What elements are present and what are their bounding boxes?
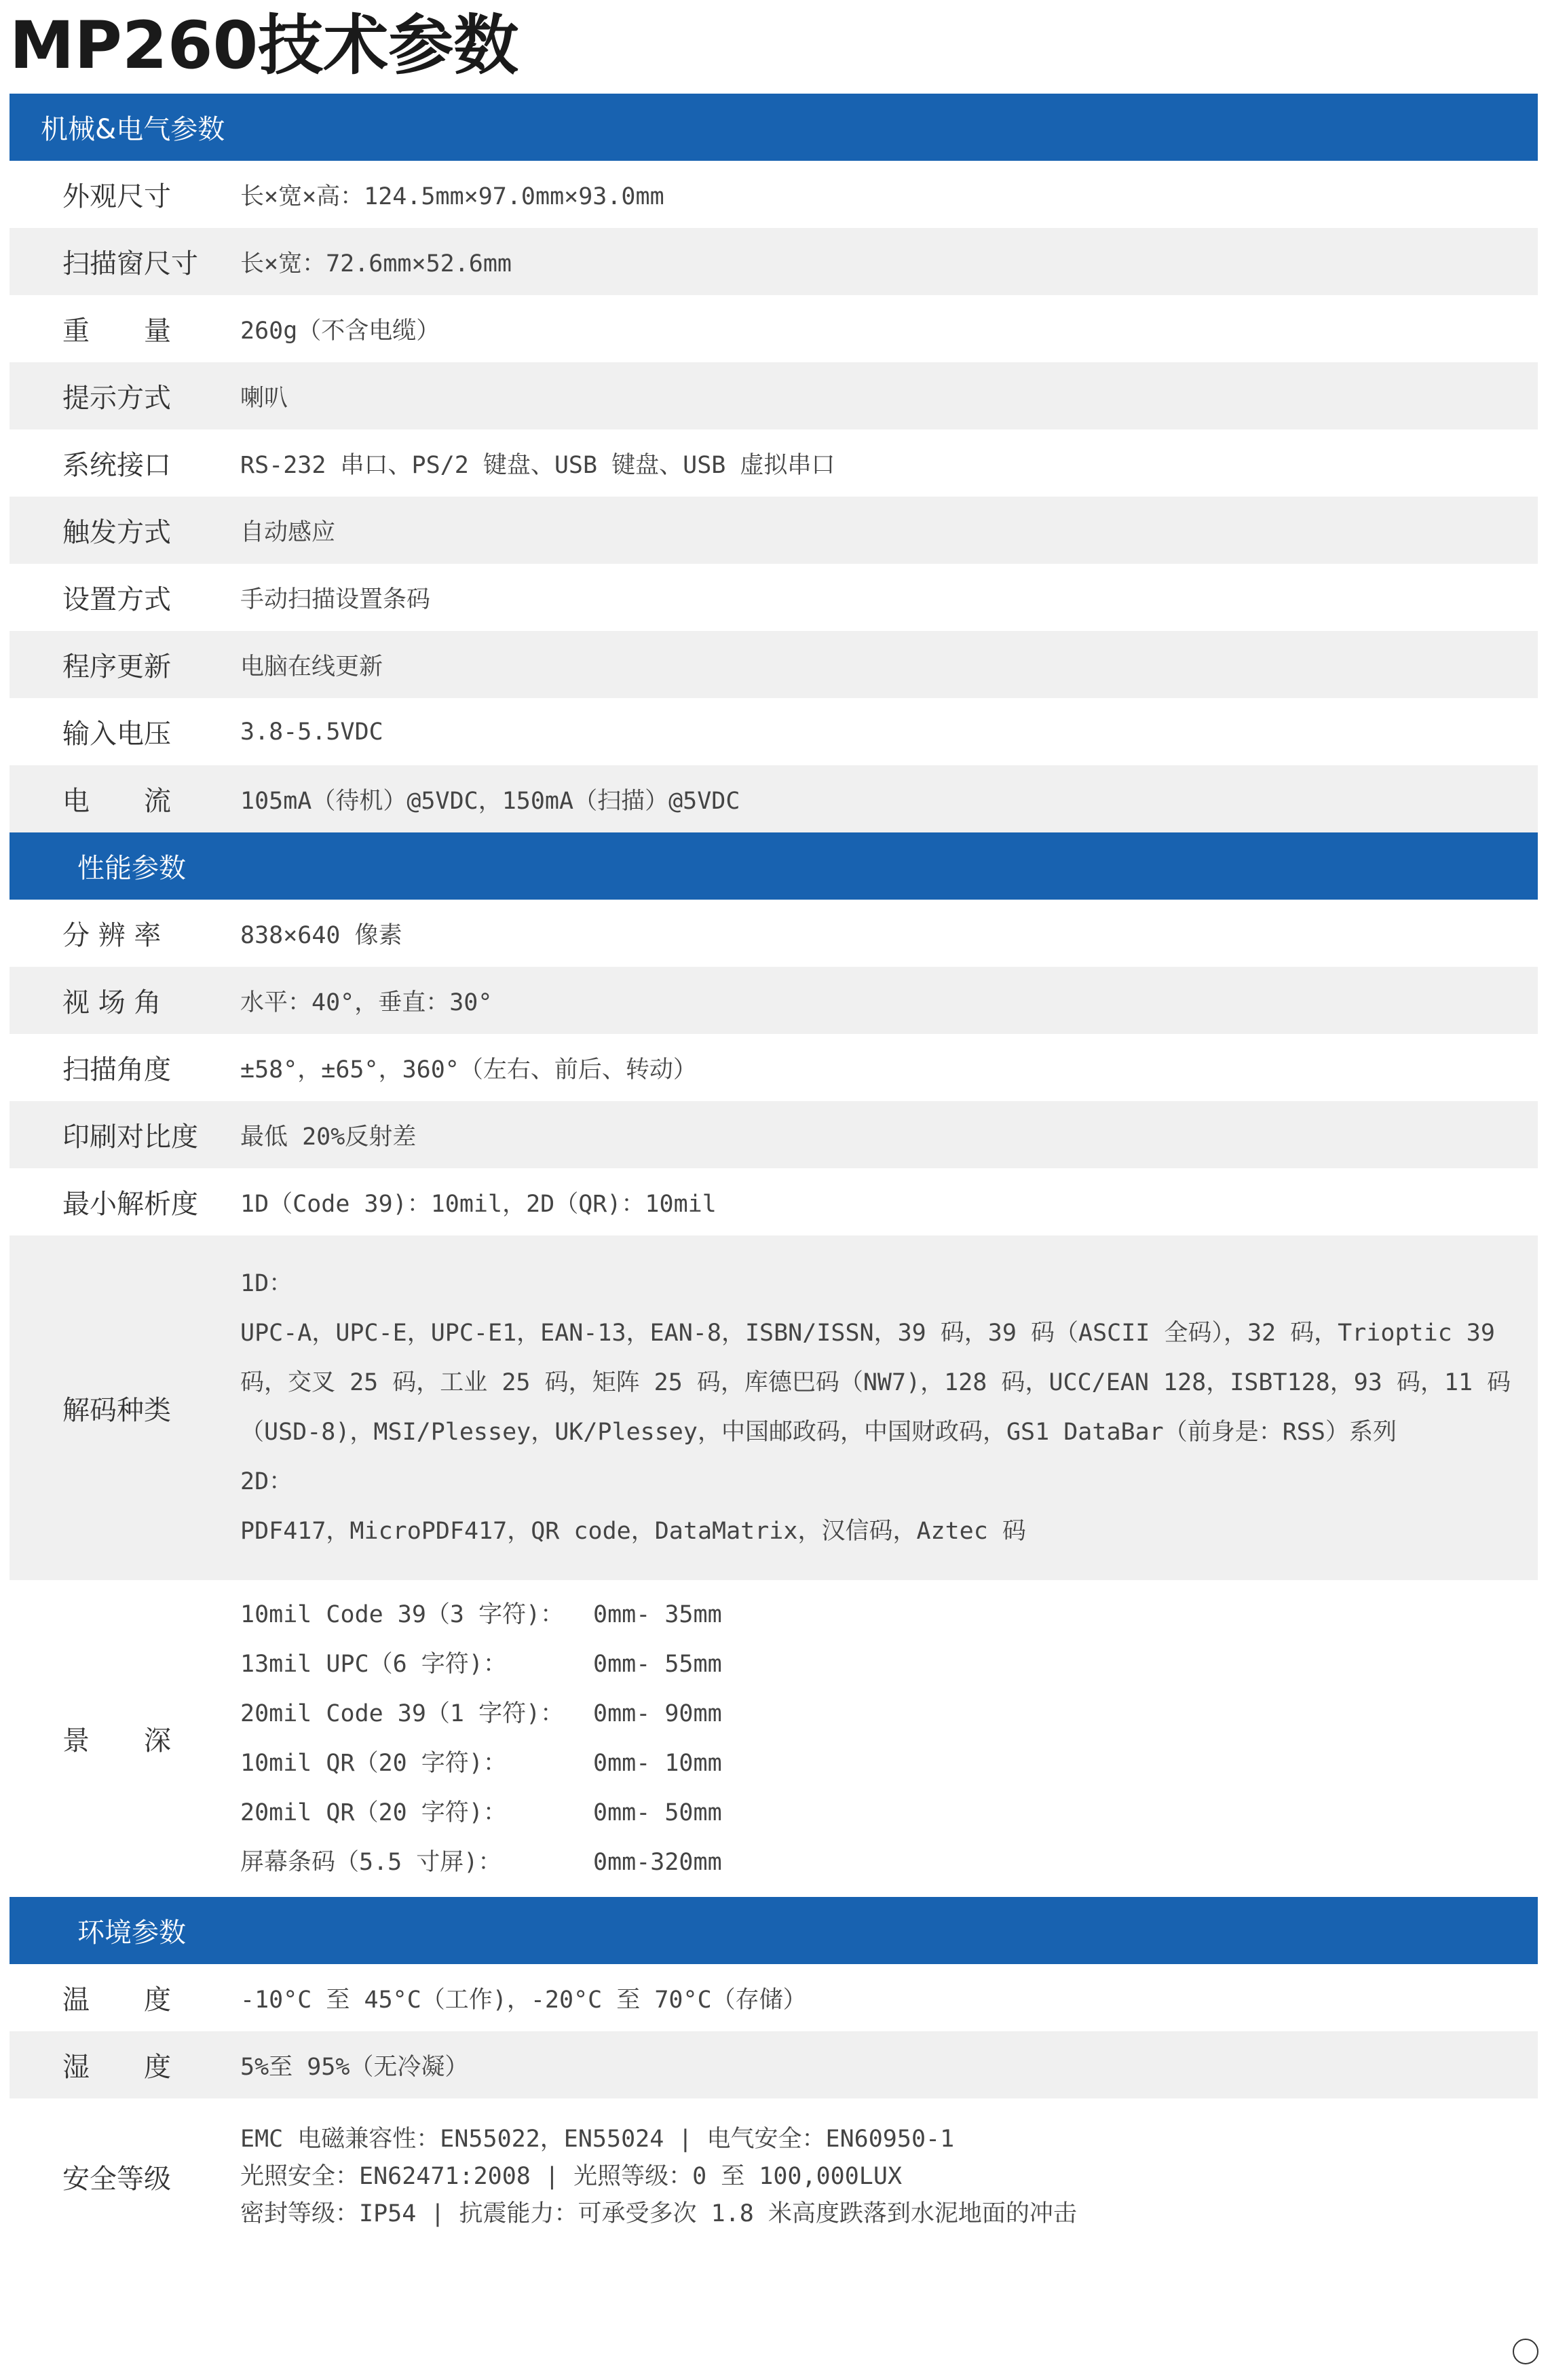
table-row <box>10 2031 1538 2098</box>
row-label: 扫描窗尺寸 <box>62 248 198 280</box>
row-label: 触发方式 <box>62 517 171 548</box>
row-label: 分 辨 率 <box>62 920 162 951</box>
row-value: 手动扫描设置条码 <box>240 586 431 613</box>
section-title: 性能参数 <box>77 853 186 884</box>
row-value: 喇叭 <box>240 384 288 412</box>
depth-item: 屏幕条码（5.5 寸屏)： <box>240 1848 502 1876</box>
row-value: 自动感应 <box>240 518 336 546</box>
depth-item: 13mil UPC（6 字符)： <box>240 1650 507 1678</box>
row-value: 长×宽：72.6mm×52.6mm <box>240 250 512 277</box>
table-row-safety <box>10 2098 1538 2254</box>
depth-line <box>240 1590 1528 1640</box>
row-value: RS-232 串口、PS/2 键盘、USB 键盘、USB 虚拟串口 <box>240 451 835 479</box>
table-row <box>10 765 1538 832</box>
spec-table <box>10 94 1538 2254</box>
row-label: 扫描角度 <box>62 1054 171 1086</box>
depth-item: 20mil Code 39（1 字符)： <box>240 1700 565 1727</box>
row-value: 长×宽×高：124.5mm×97.0mm×93.0mm <box>240 183 664 210</box>
section-header-environment <box>10 1897 1538 1964</box>
table-row <box>10 1101 1538 1168</box>
section-header-performance <box>10 832 1538 900</box>
row-value: 5%至 95%（无冷凝） <box>240 2053 469 2081</box>
depth-line <box>240 1689 1528 1739</box>
row-value: 最低 20%反射差 <box>240 1123 417 1151</box>
row-label: 系统接口 <box>62 450 171 481</box>
row-value: 3.8-5.5VDC <box>240 718 383 746</box>
row-label: 电 流 <box>62 786 171 817</box>
row-value: 1D（Code 39)：10mil，2D（QR)：10mil <box>240 1190 717 1218</box>
row-value <box>240 1590 1538 1887</box>
depth-range: 0mm- 50mm <box>593 1799 722 1826</box>
table-row <box>10 564 1538 631</box>
depth-item: 10mil Code 39（3 字符)： <box>240 1600 565 1628</box>
safety-line: 密封等级：IP54 | 抗震能力：可承受多次 1.8 米高度跌落到水泥地面的冲击 <box>240 2200 1077 2227</box>
table-row <box>10 362 1538 429</box>
row-label: 输入电压 <box>62 718 171 750</box>
decode-line: UPC-A，UPC-E，UPC-E1，EAN-13，EAN-8，ISBN/ISSN，39 码，39 码（ASCII 全码），32 码，Trioptic 39 码，交叉 25 码，工业 25 码，矩阵 25 码，库德巴码（NW7)，128 码，UCC/EAN 128，ISBT128，93 码，11 码（USD-8)，MSI/Plessey，UK/Plessey，中国邮政码，中国财政码，GS1 DataBar（前身是：RSS）系列 <box>240 1320 1511 1446</box>
section-title: 机械&电气参数 <box>41 114 225 145</box>
table-row-decode-types <box>10 1235 1538 1580</box>
row-value: 电脑在线更新 <box>240 653 383 680</box>
row-label: 外观尺寸 <box>62 181 171 212</box>
table-row <box>10 900 1538 967</box>
row-value: -10°C 至 45°C（工作)，-20°C 至 70°C（存储） <box>240 1986 807 2014</box>
row-label: 印刷对比度 <box>62 1121 198 1153</box>
table-row-depth-of-field <box>10 1580 1538 1897</box>
row-value: ±58°，±65°，360°（左右、前后、转动） <box>240 1056 697 1083</box>
row-value: 105mA（待机）@5VDC，150mA（扫描）@5VDC <box>240 787 740 815</box>
row-label: 重 量 <box>62 315 171 347</box>
table-row <box>10 161 1538 228</box>
depth-range: 0mm-320mm <box>593 1848 722 1876</box>
safety-line: EMC 电磁兼容性：EN55022，EN55024 | 电气安全：EN60950-1 <box>240 2125 955 2153</box>
row-label: 解码种类 <box>62 1394 171 1426</box>
depth-range: 0mm- 55mm <box>593 1650 722 1678</box>
row-value: 838×640 像素 <box>240 921 402 949</box>
depth-range: 0mm- 35mm <box>593 1600 722 1628</box>
depth-line <box>240 1838 1528 1887</box>
row-label: 视 场 角 <box>62 987 162 1018</box>
row-label: 程序更新 <box>62 651 171 683</box>
depth-line <box>240 1739 1528 1788</box>
row-value <box>240 2121 1538 2233</box>
row-label: 景 深 <box>62 1725 171 1757</box>
table-row <box>10 967 1538 1034</box>
depth-item: 20mil QR（20 字符)： <box>240 1799 507 1826</box>
page-circle-mark <box>1513 2339 1538 2364</box>
row-label: 设置方式 <box>62 584 171 615</box>
safety-line: 光照安全：EN62471:2008 | 光照等级：0 至 100,000LUX <box>240 2162 903 2190</box>
table-row <box>10 1034 1538 1101</box>
row-label: 安全等级 <box>62 2163 171 2195</box>
row-value <box>240 1259 1538 1556</box>
depth-range: 0mm- 90mm <box>593 1700 722 1727</box>
decode-line: PDF417，MicroPDF417，QR code，DataMatrix，汉信码，Aztec 码 <box>240 1518 1026 1545</box>
depth-item: 10mil QR（20 字符)： <box>240 1749 507 1777</box>
row-label: 最小解析度 <box>62 1189 198 1220</box>
decode-line: 1D： <box>240 1270 293 1297</box>
decode-line: 2D： <box>240 1468 293 1495</box>
table-row <box>10 1964 1538 2031</box>
section-title: 环境参数 <box>77 1917 186 1949</box>
row-label: 温 度 <box>62 1984 171 2016</box>
depth-line <box>240 1788 1528 1838</box>
section-header-mechanical <box>10 94 1538 161</box>
page-title: MP260技术参数 <box>10 7 519 83</box>
table-row <box>10 698 1538 765</box>
table-row <box>10 228 1538 295</box>
depth-line <box>240 1640 1528 1689</box>
row-label: 提示方式 <box>62 383 171 414</box>
row-label: 湿 度 <box>62 2052 171 2083</box>
row-value: 260g（不含电缆） <box>240 317 440 345</box>
table-row <box>10 429 1538 497</box>
table-row <box>10 497 1538 564</box>
table-row <box>10 631 1538 698</box>
table-row <box>10 1168 1538 1235</box>
depth-range: 0mm- 10mm <box>593 1749 722 1777</box>
table-row <box>10 295 1538 362</box>
row-value: 水平：40°，垂直：30° <box>240 989 493 1016</box>
